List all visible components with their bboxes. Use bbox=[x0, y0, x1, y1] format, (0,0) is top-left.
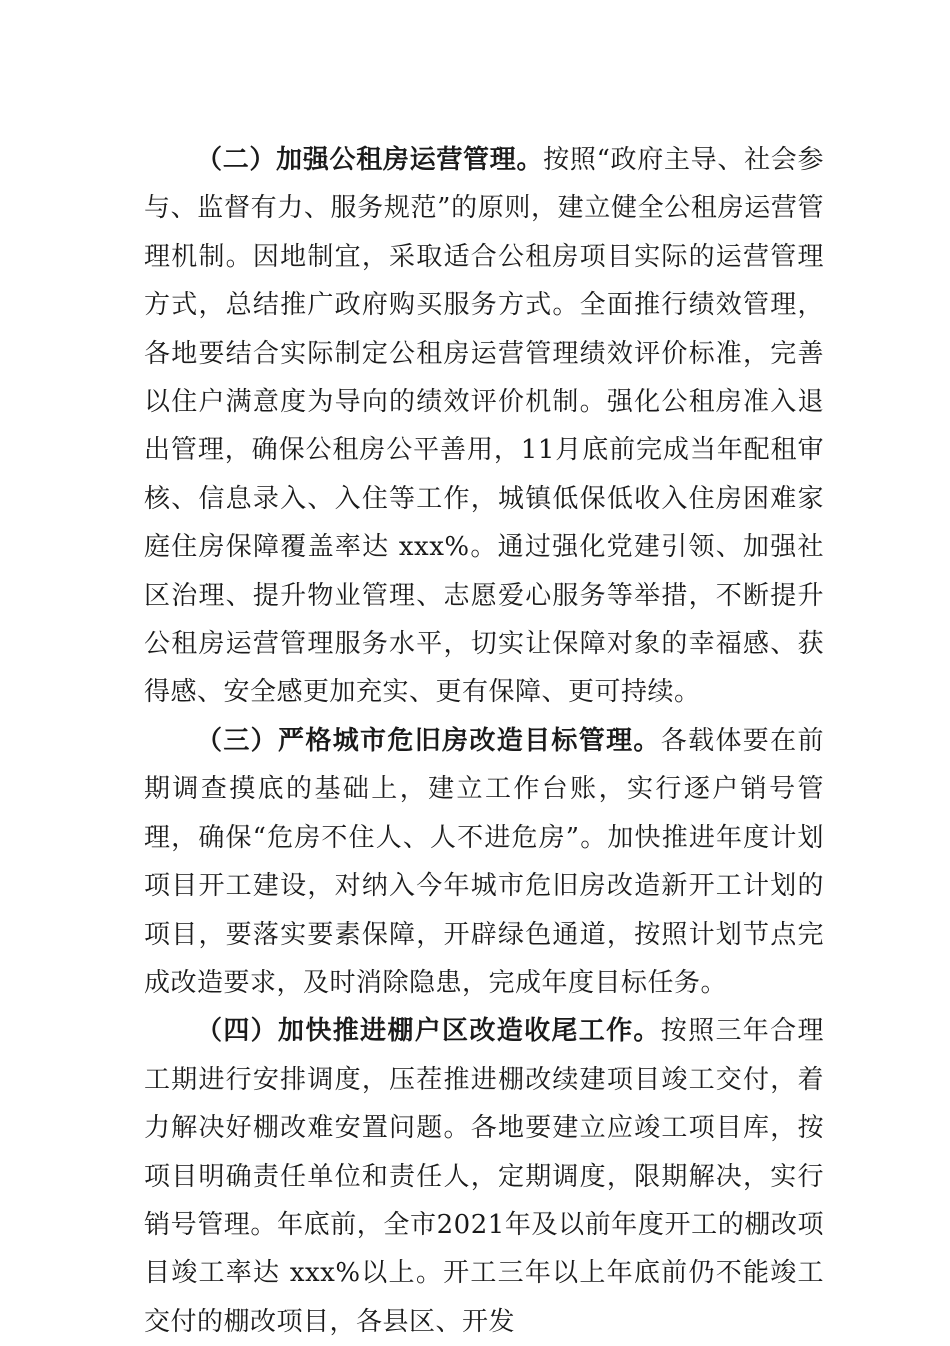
paragraph-heading: （四）加快推进棚户区改造收尾工作。 bbox=[196, 1016, 661, 1047]
document-body bbox=[144, 136, 824, 1346]
paragraph-dilapidated-housing bbox=[144, 717, 824, 1007]
paragraph-heading: （二）加强公租房运营管理。 bbox=[196, 145, 544, 175]
paragraph-heading: （三）严格城市危旧房改造目标管理。 bbox=[196, 725, 661, 756]
paragraph-public-rental-operation bbox=[144, 136, 824, 717]
paragraph-text: 各载体要在前期调查摸底的基础上，建立工作台账，实行逐户销号管理，确保“危房不住人、人不进危房”。加快推进年度计划项目开工建设，对纳入今年城市危旧房改造新开工计划的项目，要落实要素保障，开辟绿色通道，按照计划节点完成改造要求，及时消除隐患，完成年度目标任务。 bbox=[144, 725, 824, 998]
paragraph-shantytown-renovation bbox=[144, 1007, 824, 1346]
paragraph-text: 按照三年合理工期进行安排调度，压茬推进棚改续建项目竣工交付，着力解决好棚改难安置问题。各地要建立应竣工项目库，按项目明确责任单位和责任人，定期调度，限期解决，实行销号管理。年底前，全市2021年及以前年度开工的棚改项目竣工率达 xxx%以上。开工三年以上年底前仍不能竣工交付的棚改项目，各县区、开发 bbox=[144, 1016, 824, 1337]
paragraph-text: 按照“政府主导、社会参与、监督有力、服务规范”的原则，建立健全公租房运营管理机制。因地制宜，采取适合公租房项目实际的运营管理方式，总结推广政府购买服务方式。全面推行绩效管理，各地要结合实际制定公租房运营管理绩效评价标准，完善以住户满意度为导向的绩效评价机制。强化公租房准入退出管理，确保公租房公平善用，11月底前完成当年配租审核、信息录入、入住等工作，城镇低保低收入住房困难家庭住房保障覆盖率达 xxx%。通过强化党建引领、加强社区治理、提升物业管理、志愿爱心服务等举措，不断提升公租房运营管理服务水平，切实让保障对象的幸福感、获得感、安全感更加充实、更有保障、更可持续。 bbox=[144, 145, 824, 708]
